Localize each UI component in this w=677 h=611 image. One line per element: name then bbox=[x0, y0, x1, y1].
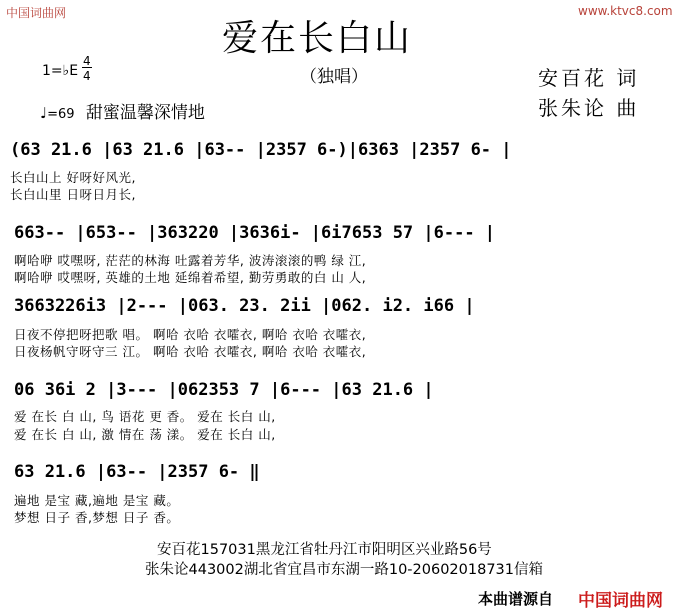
footer-address-1: 安百花157031黑龙江省牡丹江市阳明区兴业路56号 bbox=[157, 542, 492, 558]
song-subtitle: （独唱） bbox=[300, 67, 368, 87]
song-title: 爱在长白山 bbox=[222, 18, 413, 59]
time-denominator: 4 bbox=[83, 69, 91, 83]
lyric-line-5-verse-1: 遍地 是宝 藏,遍地 是宝 藏。 bbox=[14, 493, 180, 508]
lyric-line-4-verse-1: 爱 在长 白 山, 鸟 语花 更 香。 爱在 长白 山, bbox=[14, 409, 276, 424]
watermark-left: 中国词曲网 bbox=[6, 6, 67, 20]
time-numerator: 4 bbox=[83, 54, 91, 68]
lyric-line-2-verse-1: 啊哈咿 哎嘿呀, 茫茫的林海 吐露着芳华, 波涛滚滚的鸭 绿 江, bbox=[14, 253, 367, 268]
composer-credit: 张朱论 曲 bbox=[538, 96, 640, 120]
watermark-right: www.ktvc8.com bbox=[578, 4, 673, 18]
quarter-note-icon: ♩ bbox=[40, 104, 48, 122]
tempo-value: =69 bbox=[47, 107, 75, 122]
lyric-line-1-verse-1: 长白山上 好呀好风光, bbox=[10, 170, 136, 185]
lyric-line-3-verse-1: 日夜不停把呀把歌 唱。 啊哈 衣哈 衣嚯衣, 啊哈 衣哈 衣嚯衣, bbox=[14, 327, 367, 342]
key-prefix: 1=♭E bbox=[42, 63, 79, 79]
lyric-line-5-verse-2: 梦想 日子 香,梦想 日子 香。 bbox=[14, 510, 180, 525]
source-label: 本曲谱源自 bbox=[478, 590, 554, 608]
lyric-line-1-verse-2: 长白山里 日呀日月长, bbox=[10, 187, 136, 202]
lyric-line-4-verse-2: 爱 在长 白 山, 激 情在 荡 漾。 爱在 长白 山, bbox=[14, 427, 276, 442]
lyricist-credit: 安百花 词 bbox=[538, 66, 640, 90]
notation-line-3: 3663226i3 |2--- |063. 23. 2ii |062. i2. i66 | bbox=[14, 296, 475, 316]
tempo-marking bbox=[40, 98, 205, 123]
time-fraction-bar bbox=[82, 67, 92, 68]
notation-line-2: 663-- |653-- |363220 |3636i- |6i7653 57 |6--- | bbox=[14, 223, 496, 243]
lyric-line-2-verse-2: 啊哈咿 哎嘿呀, 英雄的土地 延绵着希望, 勤劳勇敢的白 山 人, bbox=[14, 270, 367, 285]
source-brand: 中国词曲网 bbox=[578, 591, 663, 611]
expression-mark: 甜蜜温馨深情地 bbox=[85, 103, 205, 123]
notation-line-5: 63 21.6 |63-- |2357 6- ‖ bbox=[14, 462, 260, 482]
notation-line-1: (63 21.6 |63 21.6 |63-- |2357 6-)|6363 |2357 6- | bbox=[10, 140, 512, 160]
lyric-line-3-verse-2: 日夜杨帆守呀守三 江。 啊哈 衣哈 衣嚯衣, 啊哈 衣哈 衣嚯衣, bbox=[14, 344, 367, 359]
notation-line-4: 06 36i 2 |3--- |062353 7 |6--- |63 21.6 | bbox=[14, 380, 434, 400]
footer-address-2: 张朱论443002湖北省宜昌市东湖一路10-20602018731信箱 bbox=[145, 562, 544, 578]
